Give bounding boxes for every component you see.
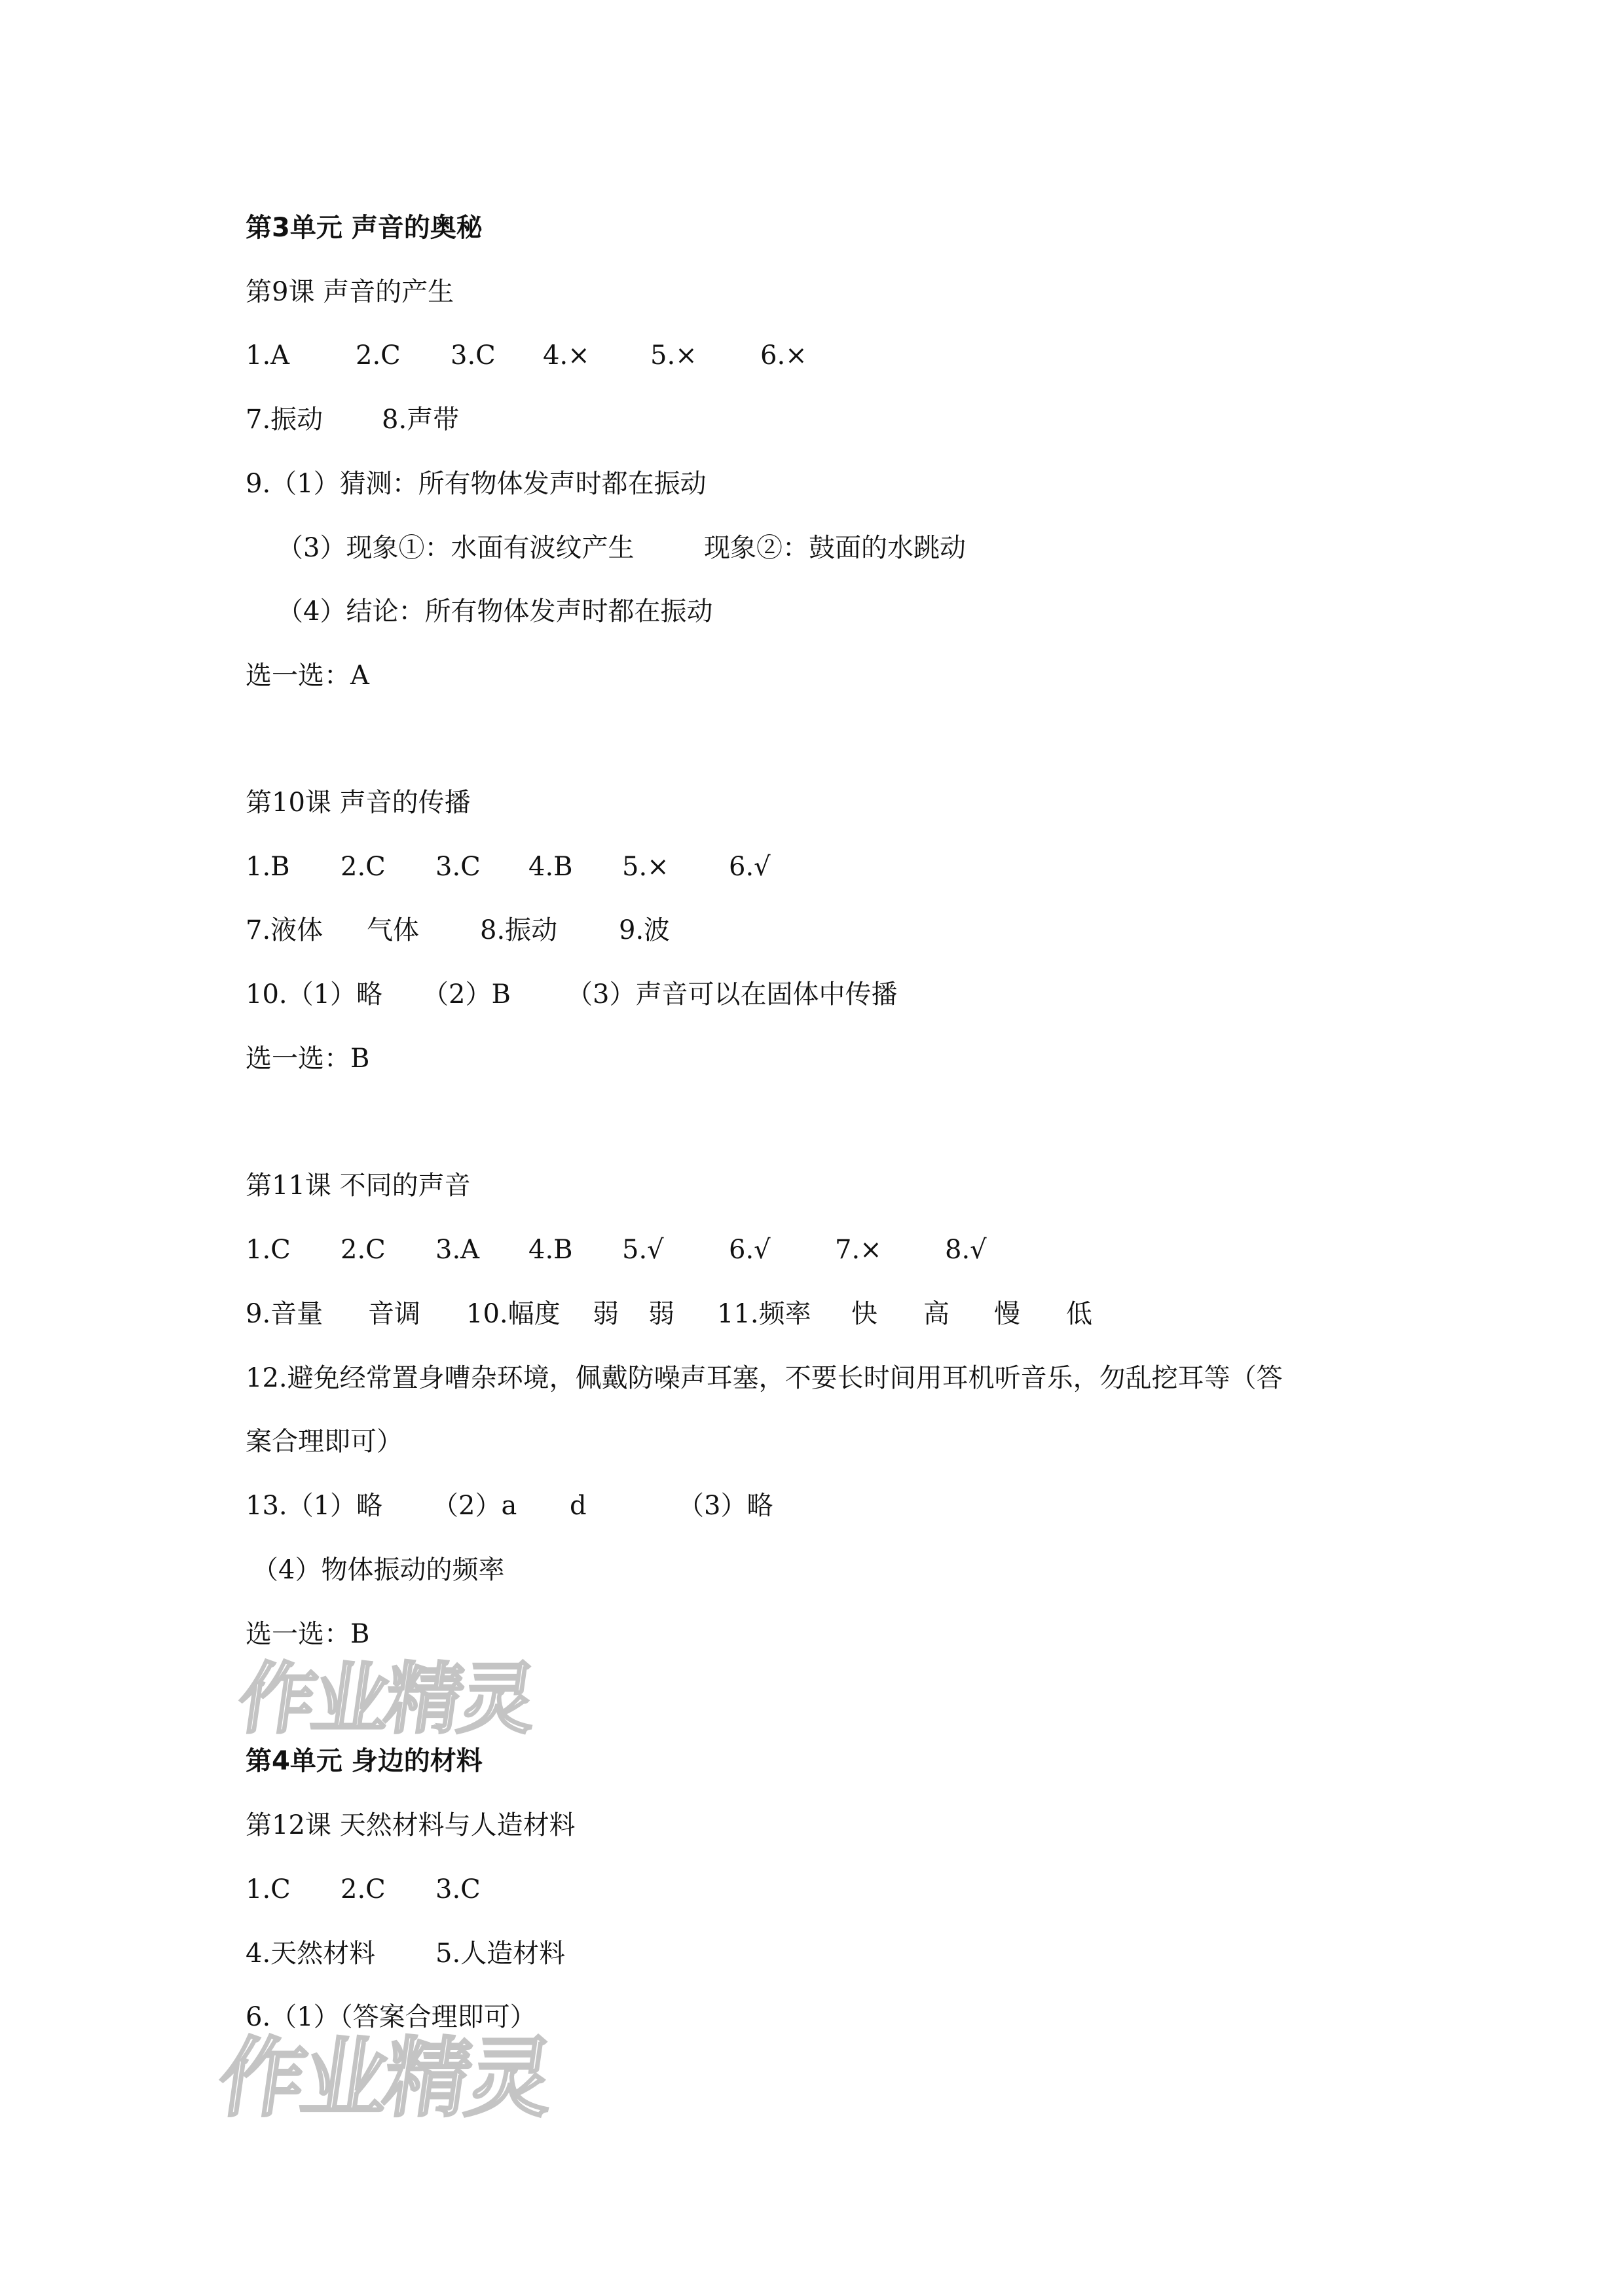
answer-item: 弱 [648,1299,674,1329]
lesson-10-q10 [246,977,1031,1011]
answer-item: 8.√ [945,1235,987,1265]
answer-item: 3.A [435,1235,480,1265]
answer-item: （2）a [432,1491,517,1521]
lesson-9-answers-row-1 [246,338,900,373]
answer-item: 6.√ [729,852,771,882]
answer-item: 快 [851,1299,877,1329]
answer-item: 低 [1066,1299,1092,1329]
answer-item: 5.× [650,340,697,371]
answer-item: 8.声带 [382,405,460,435]
answer-item: 3.C [435,852,481,882]
answer-item: 5.√ [622,1235,664,1265]
lesson-12-heading: 第12课 天然材料与人造材料 [246,1810,576,1840]
lesson-11-q12-line-1: 12.避免经常置身嘈杂环境，佩戴防噪声耳塞，不要长时间用耳机听音乐，勿乱挖耳等（答 [246,1363,1283,1393]
lesson-9-heading: 第9课 声音的产生 [246,277,454,307]
unit-4-heading: 第4单元 身边的材料 [246,1746,483,1776]
watermark-logo: 作业精灵 [212,2028,557,2129]
answer-item: 1.B [246,852,290,882]
answer-item: 9.音量 [246,1299,323,1329]
lesson-12-answers-row-2 [246,1937,769,1971]
answer-item: （3）略 [678,1491,773,1521]
answer-item: 2.C [356,340,401,371]
answer-item: 6.√ [729,1235,771,1265]
answer-item: 2.C [341,1874,386,1904]
lesson-11-heading: 第11课 不同的声音 [246,1171,471,1201]
answer-item: 6.× [760,340,807,371]
answer-item: 4.× [543,340,590,371]
lesson-11-q12-line-2: 案合理即可） [246,1427,403,1457]
lesson-11-answers-row-2 [246,1297,1162,1331]
answer-item: 3.C [451,340,496,371]
answer-item: 1.A [246,340,290,371]
lesson-10-answers-row-1 [246,850,900,884]
lesson-10-pick-one: 选一选：B [246,1044,370,1074]
phenomenon-2: 现象②：鼓面的水跳动 [704,533,966,563]
answer-item: 7.振动 [246,405,323,435]
lesson-11-pick-one: 选一选：B [246,1619,370,1649]
answer-item: 4.B [528,852,573,882]
answer-item: 11.频率 [717,1299,811,1329]
answer-item: 音调 [368,1299,420,1329]
answer-item: 5.人造材料 [435,1939,566,1969]
answer-item: 13.（1）略 [246,1491,383,1521]
answer-item: 3.C [435,1874,481,1904]
answer-item: 10.幅度 [466,1299,561,1329]
answer-item: d [570,1491,587,1521]
answer-item: 4.天然材料 [246,1939,376,1969]
answer-item: （2）B [422,979,511,1010]
answer-item: 8.振动 [480,915,558,945]
lesson-12-answers-row-1 [246,1872,638,1906]
lesson-9-q9-phenomena [277,531,1063,565]
answer-item: 4.B [528,1235,573,1265]
answer-item: 弱 [593,1299,619,1329]
lesson-9-pick-one: 选一选：A [246,661,369,691]
answer-item: 7.液体 [246,915,323,945]
lesson-11-q13 [246,1489,1031,1523]
answer-item: 气体 [367,915,419,945]
lesson-9-q9-guess: 9.（1）猜测：所有物体发声时都在振动 [246,469,707,499]
answer-item: 高 [923,1299,950,1329]
lesson-10-heading: 第10课 声音的传播 [246,788,471,818]
watermark-logo: 作业精灵 [232,1654,539,1744]
answer-item: 1.C [246,1874,291,1904]
answer-item: 7.× [835,1235,882,1265]
phenomenon-1: （3）现象①：水面有波纹产生 [277,533,635,563]
lesson-9-answers-row-2 [246,403,638,437]
answer-item: （3）声音可以在固体中传播 [566,979,898,1010]
answer-item: 9.波 [619,915,671,945]
lesson-12-q6: 6.（1）（答案合理即可） [246,2002,536,2032]
unit-3-heading: 第3单元 声音的奥秘 [246,213,483,243]
answer-item: 2.C [341,1235,386,1265]
lesson-10-answers-row-2 [246,913,835,947]
answer-item: 5.× [622,852,669,882]
lesson-9-q9-conclusion: （4）结论：所有物体发声时都在振动 [277,596,713,627]
lesson-11-answers-row-1 [246,1233,1097,1267]
answer-item: 1.C [246,1235,291,1265]
answer-item: 10.（1）略 [246,979,383,1010]
answer-item: 2.C [341,852,386,882]
lesson-11-q13-4: （4）物体振动的频率 [252,1555,505,1585]
answer-item: 慢 [994,1299,1020,1329]
